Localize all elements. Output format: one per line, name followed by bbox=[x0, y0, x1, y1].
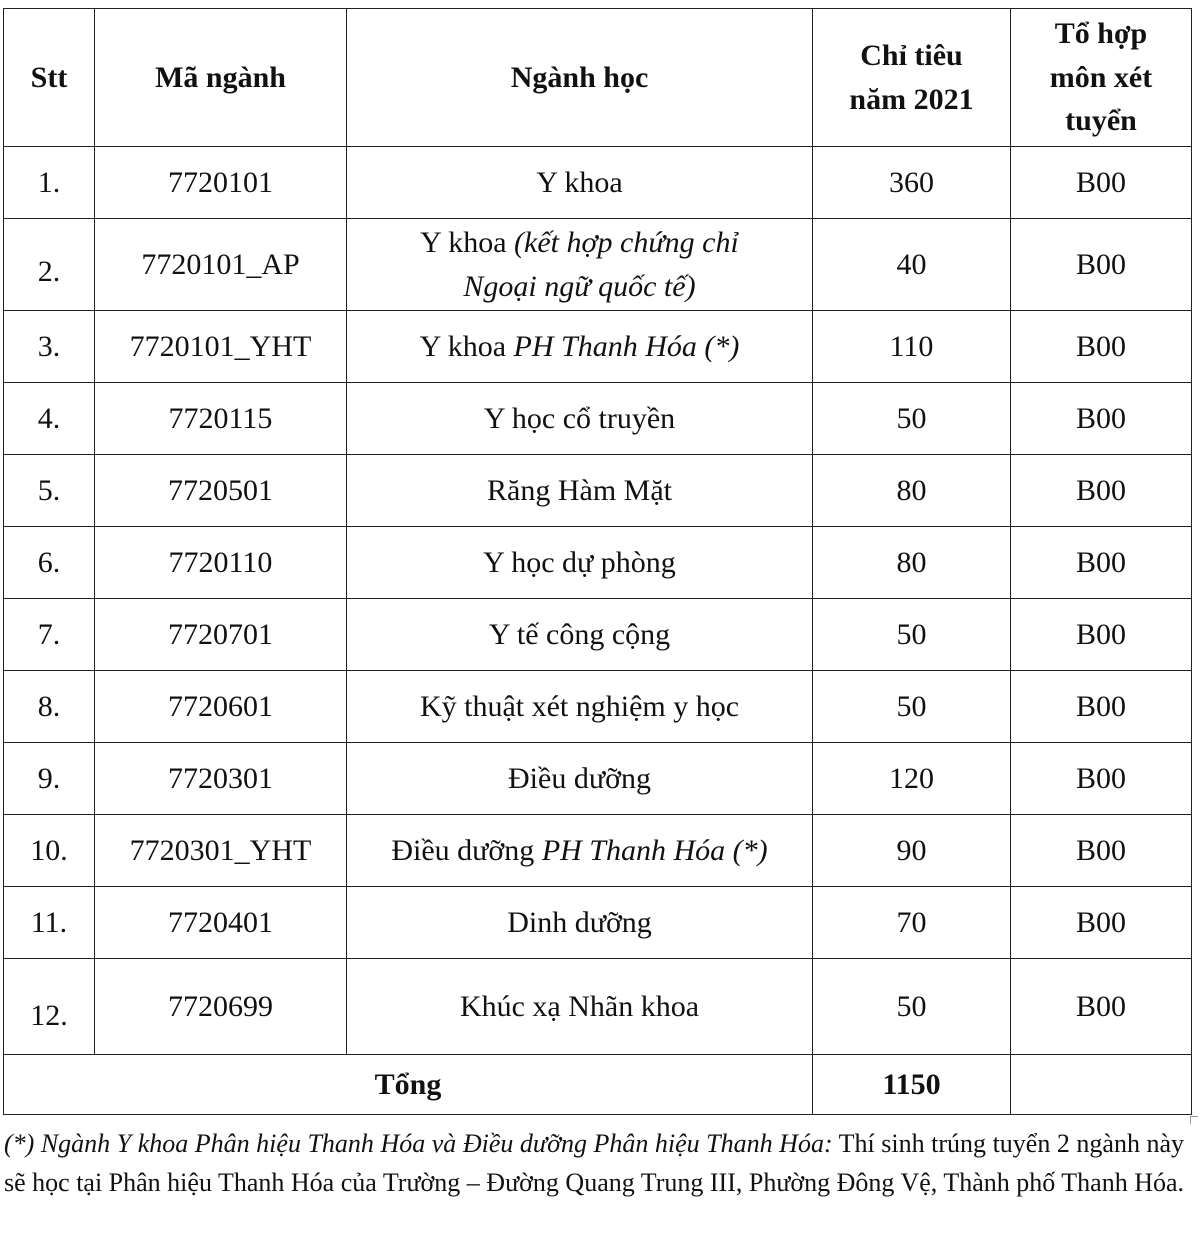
row-major-name: Y khoa bbox=[536, 165, 623, 199]
row-stt: 2. bbox=[4, 219, 95, 311]
row-major-name: Y khoa bbox=[419, 329, 514, 363]
row-major bbox=[347, 219, 813, 311]
row-quota: 80 bbox=[813, 455, 1011, 527]
row-major bbox=[347, 815, 813, 887]
row-code: 7720115 bbox=[95, 383, 347, 455]
row-major-name: Điều dưỡng bbox=[508, 761, 651, 795]
header-code: Mã ngành bbox=[95, 9, 347, 147]
row-major bbox=[347, 383, 813, 455]
footnote-text: Thí sinh trúng tuyển 2 ngành này sẽ học tại Phân hiệu Thanh Hóa của Trường – Đường Quang Trung III, Phường Đông Vệ, Thành phố Thanh Hóa. bbox=[4, 1129, 1185, 1197]
row-combo: B00 bbox=[1011, 147, 1192, 219]
row-major-name: Y học cổ truyền bbox=[483, 401, 676, 435]
row-combo: B00 bbox=[1011, 219, 1192, 311]
row-major-name: Y tế công cộng bbox=[488, 617, 671, 651]
header-quota bbox=[813, 9, 1011, 147]
row-combo: B00 bbox=[1011, 527, 1192, 599]
row-quota: 40 bbox=[813, 219, 1011, 311]
row-stt: 9. bbox=[4, 743, 95, 815]
row-major-note: (kết hợp chứng chỉ Ngoại ngữ quốc tế) bbox=[463, 226, 739, 303]
header-major: Ngành học bbox=[347, 9, 813, 147]
row-stt: 7. bbox=[4, 599, 95, 671]
row-quota: 110 bbox=[813, 311, 1011, 383]
table-row bbox=[4, 455, 1192, 527]
table-row bbox=[4, 527, 1192, 599]
row-stt: 1. bbox=[4, 147, 95, 219]
row-combo: B00 bbox=[1011, 671, 1192, 743]
row-combo: B00 bbox=[1011, 311, 1192, 383]
row-major bbox=[347, 671, 813, 743]
row-major bbox=[347, 887, 813, 959]
row-code: 7720701 bbox=[95, 599, 347, 671]
footnote bbox=[4, 1124, 1184, 1202]
table-header-row bbox=[4, 9, 1192, 147]
table-row bbox=[4, 959, 1192, 1055]
row-quota: 360 bbox=[813, 147, 1011, 219]
row-code: 7720101_YHT bbox=[95, 311, 347, 383]
table-row bbox=[4, 219, 1192, 311]
header-combo bbox=[1011, 9, 1192, 147]
header-combo-line2: môn xét bbox=[1049, 60, 1153, 94]
row-quota: 90 bbox=[813, 815, 1011, 887]
table-row bbox=[4, 671, 1192, 743]
row-major bbox=[347, 311, 813, 383]
total-empty-cell bbox=[1011, 1055, 1192, 1115]
row-major-name: Điều dưỡng bbox=[391, 833, 542, 867]
row-code: 7720301_YHT bbox=[95, 815, 347, 887]
row-combo: B00 bbox=[1011, 743, 1192, 815]
row-code: 7720401 bbox=[95, 887, 347, 959]
row-stt: 8. bbox=[4, 671, 95, 743]
row-code: 7720501 bbox=[95, 455, 347, 527]
total-row bbox=[4, 1055, 1192, 1115]
table-row bbox=[4, 311, 1192, 383]
header-combo-line1: Tổ hợp bbox=[1054, 17, 1148, 51]
row-code: 7720101_AP bbox=[95, 219, 347, 311]
row-major bbox=[347, 743, 813, 815]
footnote-italic: (*) Ngành Y khoa Phân hiệu Thanh Hóa và Điều dưỡng Phân hiệu Thanh Hóa: bbox=[4, 1129, 833, 1158]
header-stt: Stt bbox=[4, 9, 95, 147]
row-combo: B00 bbox=[1011, 599, 1192, 671]
row-quota: 50 bbox=[813, 671, 1011, 743]
row-combo: B00 bbox=[1011, 887, 1192, 959]
row-major-name: Khúc xạ Nhãn khoa bbox=[459, 989, 700, 1023]
row-major-note: PH Thanh Hóa (*) bbox=[541, 833, 768, 867]
header-quota-line1: Chỉ tiêu bbox=[860, 39, 963, 72]
table-row bbox=[4, 887, 1192, 959]
row-quota: 120 bbox=[813, 743, 1011, 815]
row-major bbox=[347, 147, 813, 219]
row-stt: 11. bbox=[4, 887, 95, 959]
row-quota: 50 bbox=[813, 959, 1011, 1055]
row-stt: 3. bbox=[4, 311, 95, 383]
row-major-name: Y khoa bbox=[420, 226, 515, 259]
row-quota: 80 bbox=[813, 527, 1011, 599]
row-major bbox=[347, 455, 813, 527]
row-combo: B00 bbox=[1011, 815, 1192, 887]
row-major-name: Kỹ thuật xét nghiệm y học bbox=[419, 689, 740, 723]
row-code: 7720301 bbox=[95, 743, 347, 815]
row-major bbox=[347, 599, 813, 671]
admission-quota-table bbox=[3, 8, 1192, 1115]
row-code: 7720601 bbox=[95, 671, 347, 743]
total-label: Tổng bbox=[4, 1055, 813, 1115]
row-major-name: Dinh dưỡng bbox=[507, 905, 652, 939]
row-quota: 70 bbox=[813, 887, 1011, 959]
table-row bbox=[4, 815, 1192, 887]
table-row bbox=[4, 383, 1192, 455]
row-stt: 10. bbox=[4, 815, 95, 887]
row-combo: B00 bbox=[1011, 383, 1192, 455]
row-major-name: Y học dự phòng bbox=[483, 545, 676, 579]
table-row bbox=[4, 147, 1192, 219]
row-code: 7720110 bbox=[95, 527, 347, 599]
table-end-marker bbox=[1190, 1116, 1198, 1124]
row-quota: 50 bbox=[813, 599, 1011, 671]
row-stt: 5. bbox=[4, 455, 95, 527]
row-major bbox=[347, 959, 813, 1055]
row-code: 7720699 bbox=[95, 959, 347, 1055]
row-stt: 12. bbox=[4, 959, 95, 1055]
header-combo-line3: tuyển bbox=[1065, 104, 1137, 138]
row-major-name: Răng Hàm Mặt bbox=[487, 473, 672, 507]
row-major bbox=[347, 527, 813, 599]
table-row bbox=[4, 743, 1192, 815]
row-combo: B00 bbox=[1011, 455, 1192, 527]
total-value: 1150 bbox=[813, 1055, 1011, 1115]
row-major-note: PH Thanh Hóa (*) bbox=[513, 329, 740, 363]
row-stt: 4. bbox=[4, 383, 95, 455]
header-quota-line2: năm 2021 bbox=[849, 82, 974, 116]
row-code: 7720101 bbox=[95, 147, 347, 219]
table-row bbox=[4, 599, 1192, 671]
row-stt: 6. bbox=[4, 527, 95, 599]
row-combo: B00 bbox=[1011, 959, 1192, 1055]
row-quota: 50 bbox=[813, 383, 1011, 455]
